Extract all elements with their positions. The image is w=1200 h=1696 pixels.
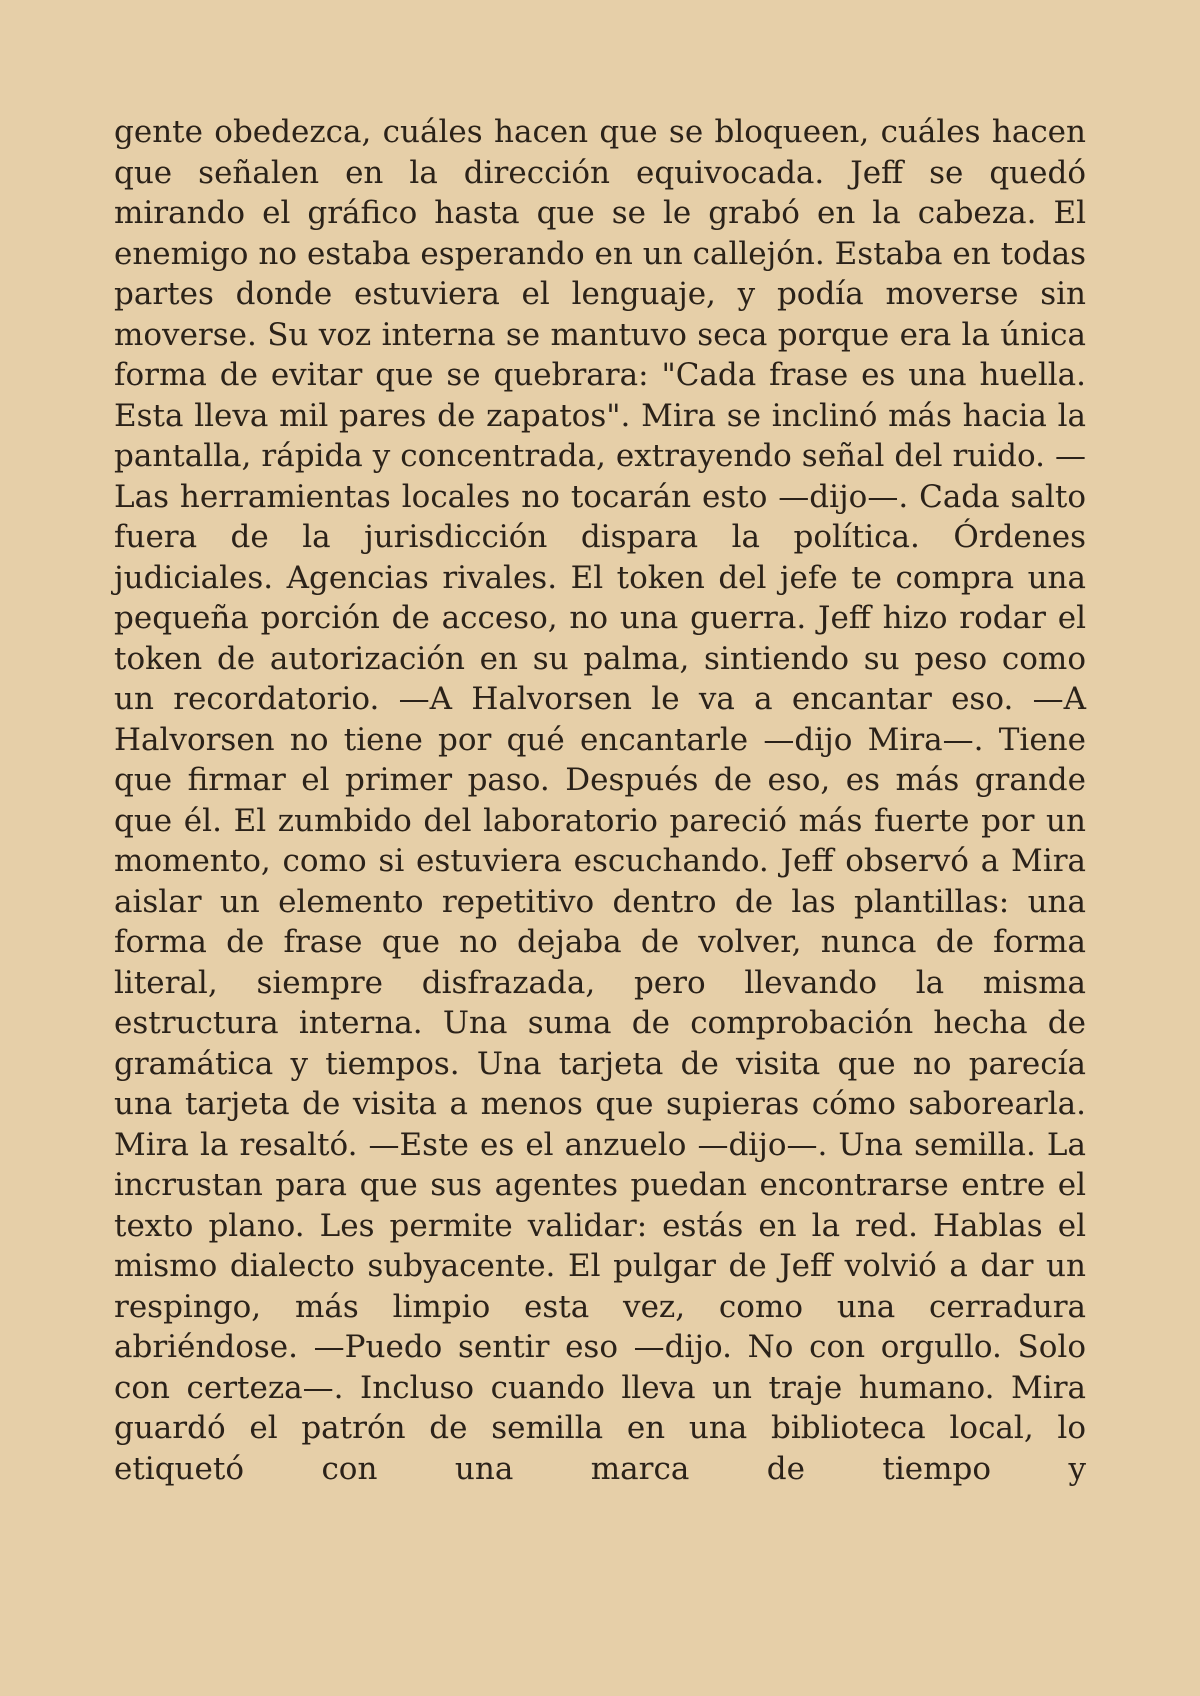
body-paragraph: gente obedezca, cuáles hacen que se bloqueen, cuáles hacen que señalen en la dirección equivocada. Jeff se quedó mirando el gráfico hasta que se le grabó en la cabeza. El enemigo no estaba esperando en un callejón. Estaba en todas partes donde estuviera el lenguaje, y podía moverse sin moverse. Su voz interna se mantuvo seca porque era la única forma de evitar que se quebrara: "Cada frase es una huella. Esta lleva mil pares de zapatos". Mira se inclinó más hacia la pantalla, rápida y concentrada, extrayendo señal del ruido. —Las herramientas locales no tocarán esto —dijo—. Cada salto fuera de la jurisdicción dispara la política. Órdenes judiciales. Agencias rivales. El token del jefe te compra una pequeña porción de acceso, no una guerra. Jeff hizo rodar el token de autorización en su palma, sintiendo su peso como un recordatorio. —A Halvorsen le va a encantar eso. —A Halvorsen no tiene por qué encantarle —dijo Mira—. Tiene que firmar el primer paso. Después de eso, es más grande que él. El zumbido del laboratorio pareció más fuerte por un momento, como si estuviera escuchando. Jeff observó a Mira aislar un elemento repetitivo dentro de las plantillas: una forma de frase que no dejaba de volver, nunca de forma literal, siempre disfrazada, pero llevando la misma estructura interna. Una suma de comprobación hecha de gramática y tiempos. Una tarjeta de visita que no parecía una tarjeta de visita a menos que supieras cómo saborearla. Mira la resaltó. —Este es el anzuelo —dijo—. Una semilla. La incrustan para que sus agentes puedan encontrarse entre el texto plano. Les permite validar: estás en la red. Hablas el mismo dialecto subyacente. El pulgar de Jeff volvió a dar un respingo, más limpio esta vez, como una cerradura abriéndose. —Puedo sentir eso —dijo. No con orgullo. Solo con certeza—. Incluso cuando lleva un traje humano. Mira guardó el patrón de semilla en una biblioteca local, lo etiquetó con una marca de tiempo y [114,114,1086,1487]
